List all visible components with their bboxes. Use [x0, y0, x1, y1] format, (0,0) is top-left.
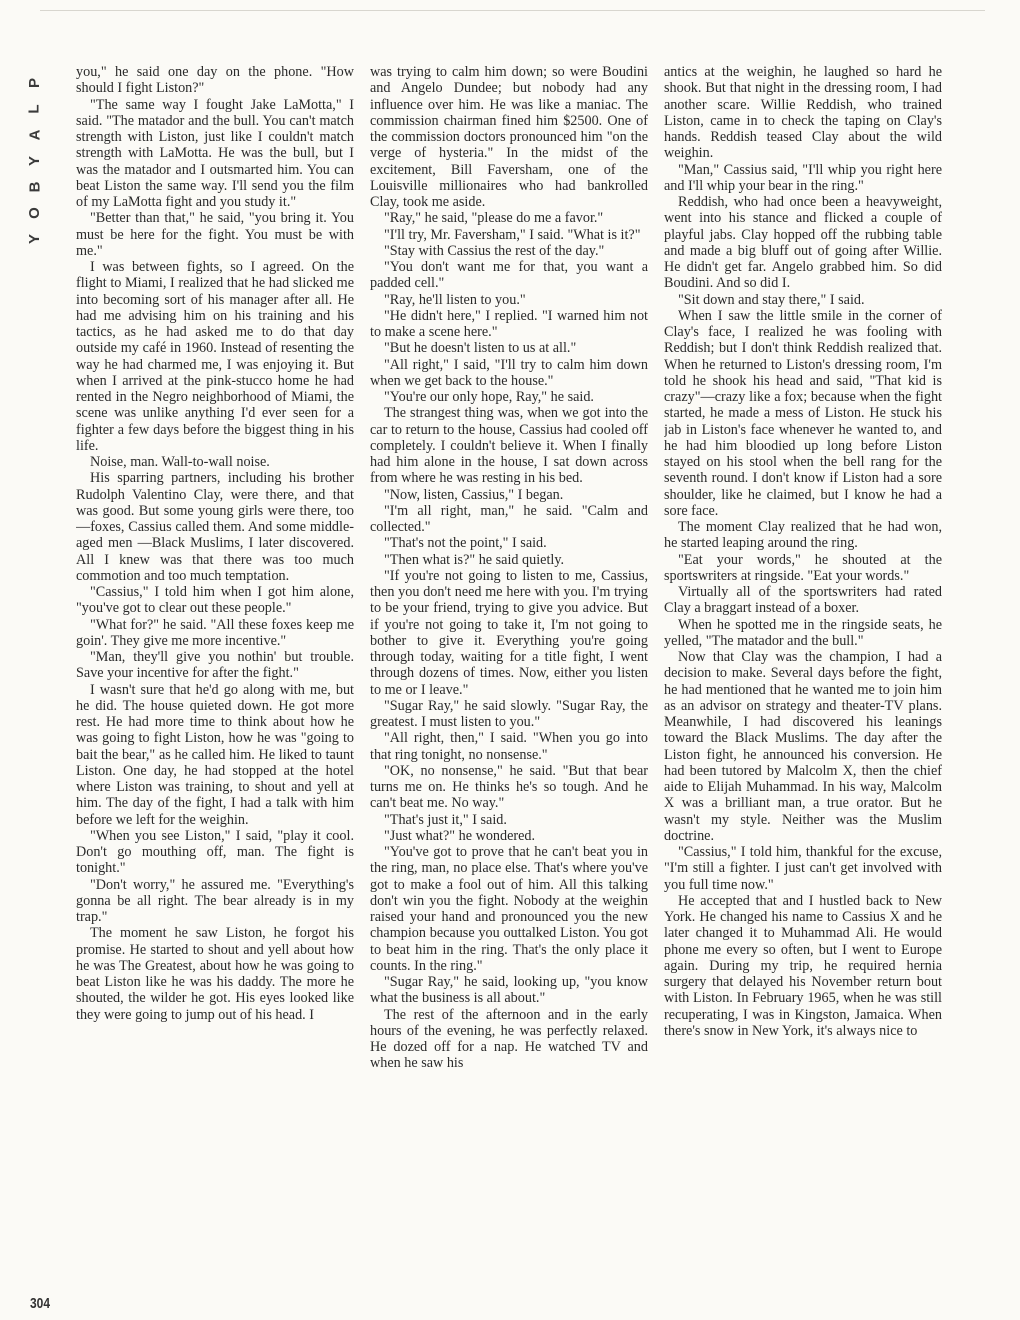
article-paragraph: "Just what?" he wondered. [384, 827, 536, 844]
article-paragraph: "If you're not going to listen to me, Cassius, then you don't need me here with you. I'm trying to be your friend, trying to give you advice. But if you're not going to take it, I'm not going to bother to give it. Everything you're going through today, waiting for a title fight, I went through dozens of times. Now, either you listen to me or I leave." [370, 567, 648, 698]
article-column-3 [664, 64, 942, 1304]
article-paragraph: you," he said one day on the phone. "How should I fight Liston?" [76, 64, 354, 97]
article-paragraph: "Ray, he'll listen to you." [384, 291, 526, 308]
article-paragraph: antics at the weighin, he laughed so hard he shook. But that night in the dressing room, I had another scare. Willie Reddish, who trained Liston, came in to check the taping on Clay's hands. Reddish teased Clay about the wild weighin. [664, 64, 942, 162]
article-paragraph: "All right," I said, "I'll try to calm him down when we get back to the house." [370, 356, 648, 389]
article-paragraph: "Eat your words," he shouted at the sportswriters at ringside. "Eat your words." [664, 551, 942, 584]
article-paragraph: "All right, then," I said. "When you go into that ring tonight, no nonsense." [370, 730, 648, 763]
article-paragraph: "That's not the point," I said. [384, 535, 547, 552]
article-paragraph: "Cassius," I told him, thankful for the excuse, "I'm still a fighter. I just can't get involved with you full time now." [664, 844, 942, 893]
masthead-letter: P [25, 77, 43, 89]
article-paragraph: was trying to calm him down; so were Boudini and Angelo Dundee; but nobody had any influence over him. He was like a maniac. The commission chairman fined him $2500. One of the commission doctors pronounced him "on the verge of hysteria." In the midst of the excitement, Bill Faversham, one of the Louisville millionaires who had bankrolled Clay, took me aside. [370, 64, 648, 210]
article-paragraph: "Man," Cassius said, "I'll whip you right here and I'll whip your bear in the ring." [664, 161, 942, 194]
masthead-letter: O [25, 207, 43, 219]
article-paragraph: Virtually all of the sportswriters had rated Clay a braggart instead of a boxer. [664, 584, 942, 617]
top-rule [40, 10, 985, 11]
article-paragraph: Noise, man. Wall-to-wall noise. [90, 454, 270, 470]
article-paragraph: "Sit down and stay there," I said. [678, 291, 865, 308]
article-paragraph: The moment Clay realized that he had won, he started leaping around the ring. [664, 519, 942, 552]
article-paragraph: "You don't want me for that, you want a padded cell." [370, 259, 648, 292]
article-paragraph: "Better than that," he said, "you bring it. You must be here for the fight. You must be with me." [76, 210, 354, 259]
article-paragraph: "I'm all right, man," he said. "Calm and collected." [370, 502, 648, 535]
article-paragraph: His sparring partners, including his brother Rudolph Valentino Clay, were there, and that was good. But some young girls were there, too—foxes, Cassius called them. And some middle-aged men —Black Muslims, I later discovered. All I knew was that there was too much commotion and too much temptation. [76, 470, 354, 584]
article-paragraph: "He didn't here," I replied. "I warned him not to make a scene here." [370, 307, 648, 340]
article-paragraph: The rest of the afternoon and in the early hours of the evening, he was perfectly relaxed. He dozed off for a nap. He watched TV and when he saw his [370, 1006, 648, 1072]
article-paragraph: "Cassius," I told him when I got him alone, "you've got to clear out these people." [76, 584, 354, 617]
article-paragraph: Reddish, who had once been a heavyweight, went into his stance and flicked a couple of playful jabs. Clay hopped off the rubbing table and made a big bluff out of going after Willie. He didn't get far. Angelo grabbed him. So did Boudini. And so did I. [664, 194, 942, 292]
article-paragraph: "Sugar Ray," he said slowly. "Sugar Ray, the greatest. I must listen to you." [370, 697, 648, 730]
article-paragraph: "Ray," he said, "please do me a favor." [384, 210, 604, 227]
article-paragraph: The moment he saw Liston, he forgot his promise. He started to shout and yell about how he was The Greatest, about how he was going to beat Liston like he was his daddy. The more he shouted, the wilder he got. His eyes looked like they were going to jump out of his head. I [76, 925, 354, 1023]
masthead-letter: Y [25, 233, 43, 245]
masthead-letter: L [25, 104, 43, 114]
article-paragraph: "That's just it," I said. [384, 811, 507, 828]
article-paragraph: "Now, listen, Cassius," I began. [384, 486, 564, 503]
masthead-letter: Y [25, 155, 43, 167]
article-paragraph: "The same way I fought Jake LaMotta," I said. "The matador and the bull. You can't match strength with Liston, just like I couldn't match strength with LaMotta. He was the bull, but I was the matador and I outsmarted him. You can beat Liston the same way. I'll send you the film of my LaMotta fight and you study it." [76, 96, 354, 210]
article-paragraph: The strangest thing was, when we got into the car to return to the house, Cassius had cooled off completely. I couldn't believe it. When I finally had him alone in the house, I sat down across from where he was resting in his bed. [370, 405, 648, 487]
article-paragraph: "What for?" he said. "All these foxes keep me goin'. They give me more incentive." [76, 616, 354, 649]
article-paragraph: He accepted that and I hustled back to New York. He changed his name to Cassius X and he later changed it to Muhammad Ali. He would phone me every so often, but I went to Europe again. During my trip, he required hernia surgery that delayed his November return bout with Liston. In February 1965, when he was still recuperating, I was in Kingston, Jamaica. When there's snow in New York, it's always nice to [664, 892, 942, 1039]
masthead-letter: A [26, 129, 43, 141]
article-paragraph: "You're our only hope, Ray," he said. [384, 389, 594, 405]
article-paragraph: "Sugar Ray," he said, looking up, "you know what the business is all about." [370, 974, 648, 1007]
article-paragraph: "But he doesn't listen to us at all." [384, 340, 577, 357]
article-paragraph: "Then what is?" he said quietly. [384, 551, 565, 568]
article-paragraph: I wasn't sure that he'd go along with me, but he did. The house quieted down. He got more rest. He had more time to think about how he was going to fight Liston, how he was "going to bait the bear," as he called him. He liked to taunt Liston. One day, he had stopped at the hotel where Liston was training, to shout and yell at him. The day of the fight, I had a talk with him before we left for the weighin. [76, 681, 354, 828]
article-paragraph: "I'll try, Mr. Faversham," I said. "What is it?" [384, 226, 641, 243]
article-column-1 [76, 64, 354, 1304]
article-paragraph: "You've got to prove that he can't beat you in the ring, man, no place else. That's where you've got to make a fool out of him. All this talking don't win you the fight. Nobody at the weighin raised your hand and pronounced you the new champion because you outtalked Liston. You got to beat him in the ring. That's the only place it counts. In the ring." [370, 844, 648, 974]
article-paragraph: "When you see Liston," I said, "play it cool. Don't go mouthing off, man. The fight is tonight." [76, 827, 354, 877]
article-paragraph: Now that Clay was the champion, I had a decision to make. Several days before the fight, he had mentioned that he wanted me to join him as an advisor on strategy and theater-TV plans. Meanwhile, I had discovered his leanings toward the Black Muslims. The day after the Liston fight, he announced his conversion. He had been tutored by Malcolm X, then the chief aide to Elijah Muhammad. In his way, Malcolm X was a brilliant man, a true orator. But he wasn't my style. Neither was the Muslim doctrine. [664, 649, 942, 844]
article-paragraph: "OK, no nonsense," he said. "But that bear turns me on. He thinks he's so tough. And he can't beat me. No way." [370, 762, 648, 812]
article-paragraph: I was between fights, so I agreed. On the flight to Miami, I realized that he had slicked me into becoming sort of his manager after all. He had me advising him on his training and his tactics, as he had asked me to do that day outside my café in 1960. Instead of resenting the way he had charmed me, I was enjoying it. But when I arrived at the pink-stucco home he had rented in the Negro neighborhood of Miami, the scene was unlike anything I'd ever seen for a fighter a few days before the biggest thing in his life. [76, 259, 354, 454]
masthead-letter: B [26, 181, 43, 193]
article-paragraph: When I saw the little smile in the corner of Clay's face, I realized he was fooling with Reddish; but I don't think Reddish realized that. When he returned to Liston's dressing room, I'm told he shook his head and said, "That kid is crazy"—crazy like a fox; because when the fight started, he made a mess of Liston. He stuck his jab in Liston's face whenever he wanted to, and he had him bloodied up long before Liston stayed on his stool when the bell rang for the seventh round. I don't know if Liston had a sore shoulder, like he claimed, but I know he had a sore face. [664, 307, 942, 519]
article-paragraph: "Don't worry," he assured me. "Everything's gonna be all right. The bear already is in my trap." [76, 876, 354, 925]
article-paragraph: When he spotted me in the ringside seats, he yelled, "The matador and the bull." [664, 616, 942, 649]
article-column-2 [370, 64, 648, 1304]
article-paragraph: "Stay with Cassius the rest of the day." [384, 242, 605, 259]
page-number: 304 [30, 1295, 51, 1312]
article-paragraph: "Man, they'll give you nothin' but trouble. Save your incentive for after the fight." [76, 649, 354, 682]
magazine-masthead [22, 70, 48, 252]
